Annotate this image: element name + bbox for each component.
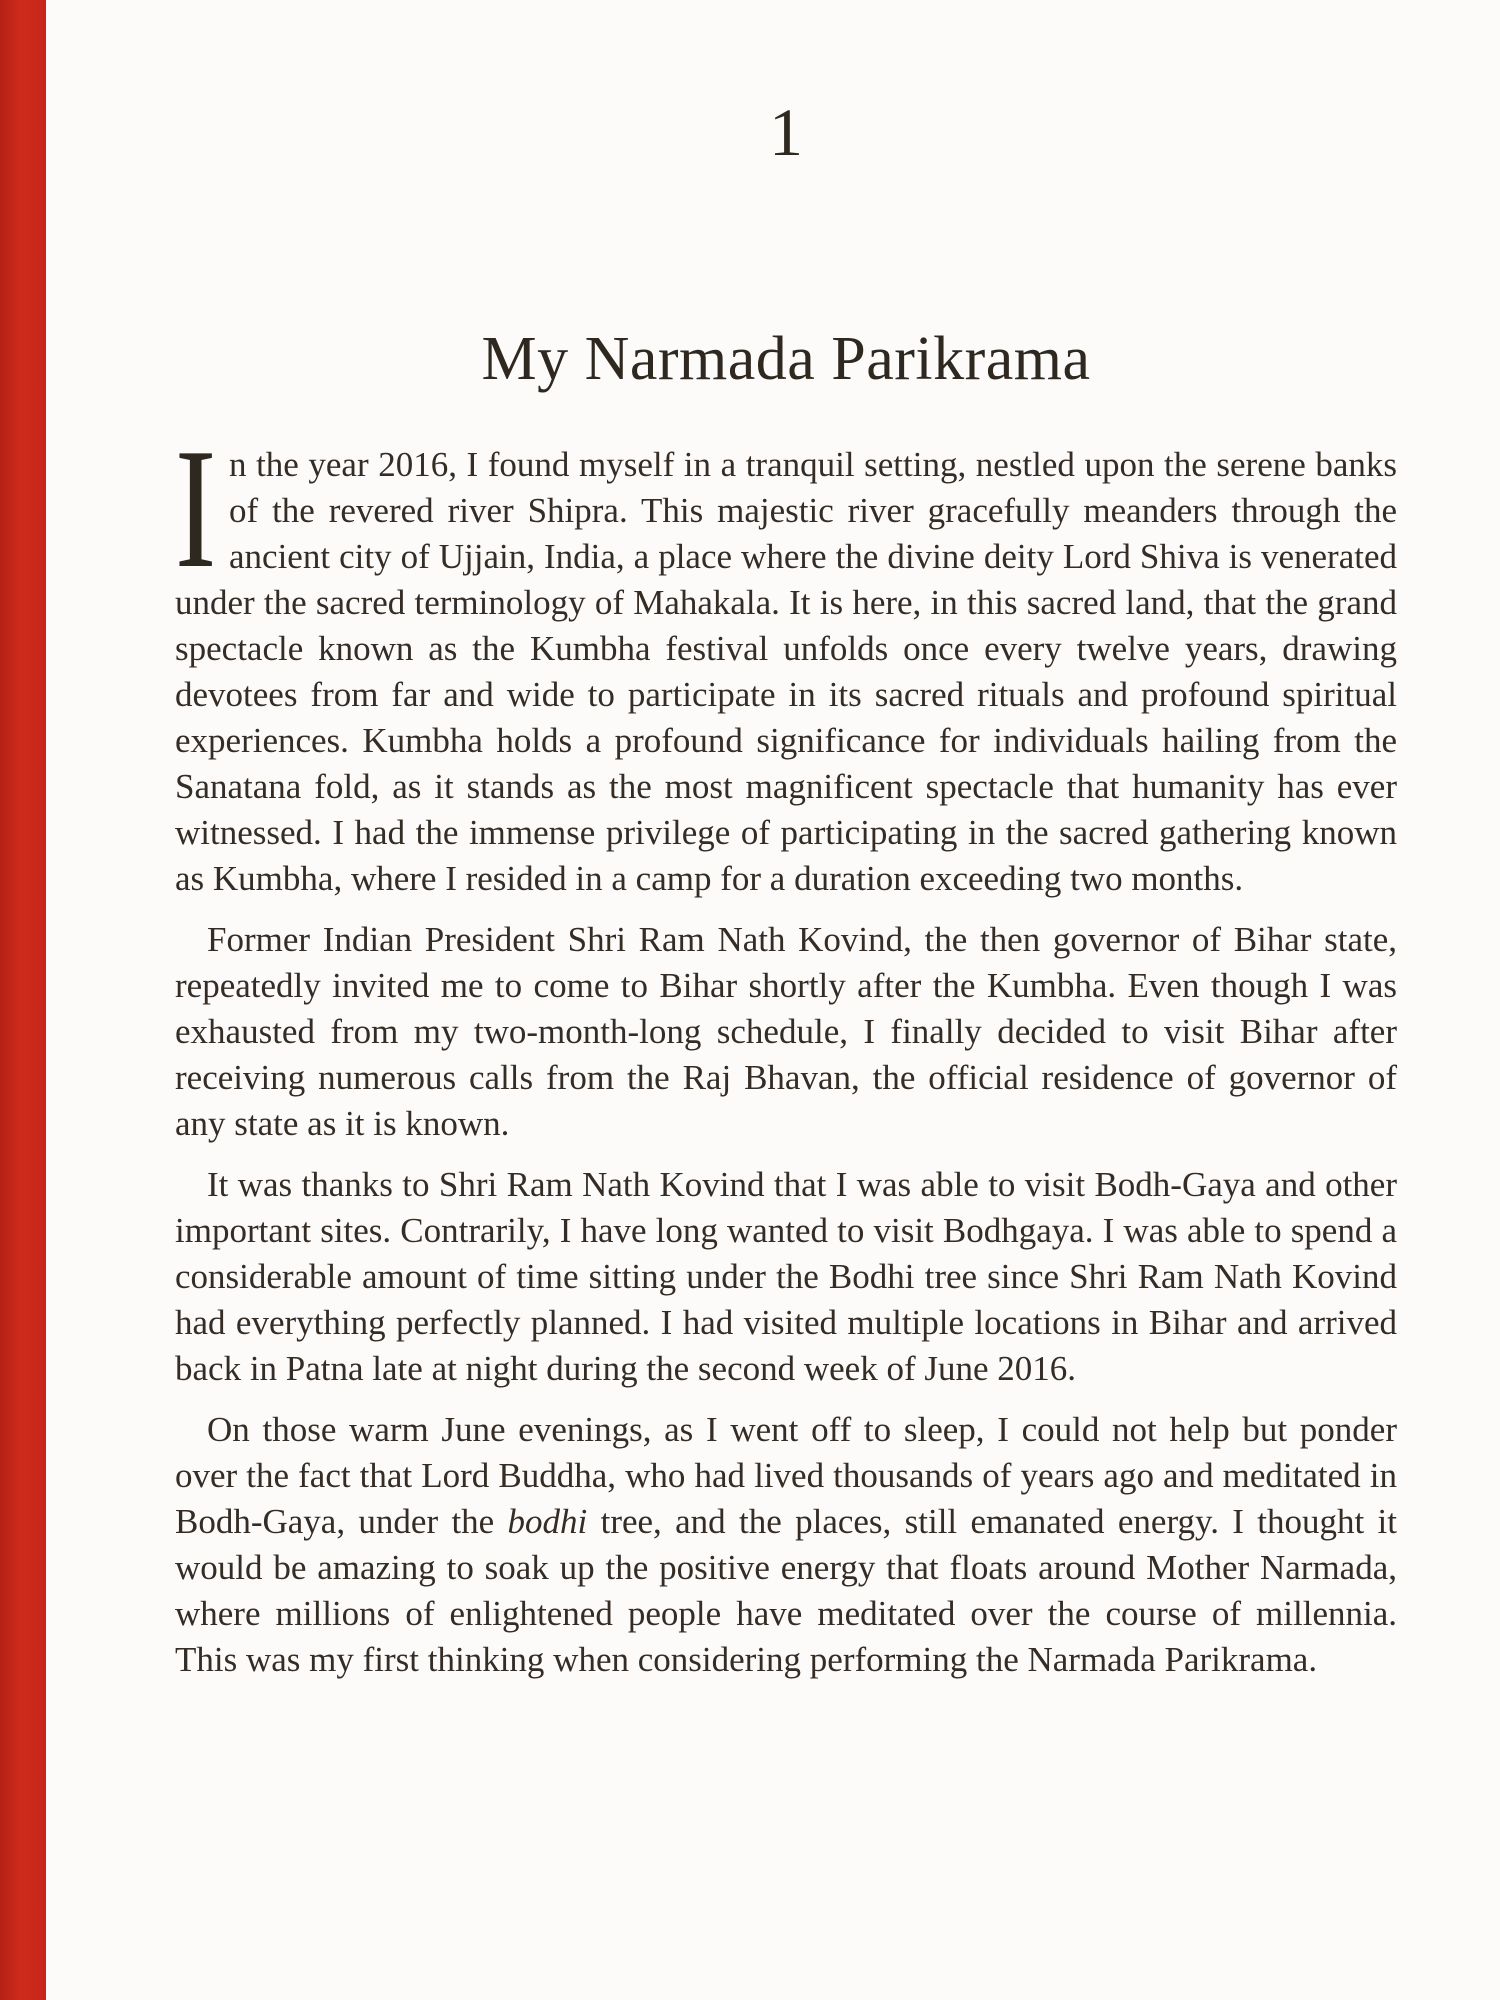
paragraph-text: On those warm June evenings, as I went off to sleep, I could not help but ponder over the fact that Lord Buddha, who had lived thousands of years ago and meditated in Bodh-Gaya, under the bodhi tree, and the places, still emanated energy. I thought it would be amazing to soak up the positive energy that floats around Mother Narmada, where millions of enlightened people have meditated over the course of millennia. This was my first thinking when considering performing the Narmada Parikrama. (175, 1410, 1398, 1679)
chapter-title: My Narmada Parikrama (481, 325, 1091, 393)
paragraph (175, 1162, 1397, 1392)
paragraph-text: n the year 2016, I found myself in a tranquil setting, nestled upon the serene banks of the revered river Shipra. This majestic river gracefully meanders through the ancient city of Ujjain, India, a place where the divine deity Lord Shiva is venerated under the sacred terminology of Mahakala. It is here, in this sacred land, that the grand spectacle known as the Kumbha festival unfolds once every twelve years, drawing devotees from far and wide to participate in its sacred rituals and profound spiritual experiences. Kumbha holds a profound significance for individuals hailing from the Sanatana fold, as it stands as the most magnificent spectacle that humanity has ever witnessed. I had the immense privilege of participating in the sacred gathering known as Kumbha, where I resided in a camp for a duration exceeding two months. (175, 445, 1397, 898)
drop-cap: I (175, 414, 217, 604)
paragraph (175, 1407, 1397, 1683)
paragraph (175, 414, 1397, 902)
paragraph-text: Former Indian President Shri Ram Nath Kovind, the then governor of Bihar state, repeatedly invited me to come to Bihar shortly after the Kumbha. Even though I was exhausted from my two-month-long schedule, I finally decided to visit Bihar after receiving numerous calls from the Raj Bhavan, the official residence of governor of any state as it is known. (175, 920, 1397, 1143)
body-text (175, 414, 1398, 1683)
paragraph (175, 917, 1397, 1147)
chapter-number: 1 (769, 94, 803, 170)
book-spine-edge (0, 0, 46, 2000)
page-content (175, 0, 1397, 2000)
paragraph-text: It was thanks to Shri Ram Nath Kovind that I was able to visit Bodh-Gaya and other important sites. Contrarily, I have long wanted to visit Bodhgaya. I was able to spend a considerable amount of time sitting under the Bodhi tree since Shri Ram Nath Kovind had everything perfectly planned. I had visited multiple locations in Bihar and arrived back in Patna late at night during the second week of June 2016. (175, 1165, 1397, 1388)
